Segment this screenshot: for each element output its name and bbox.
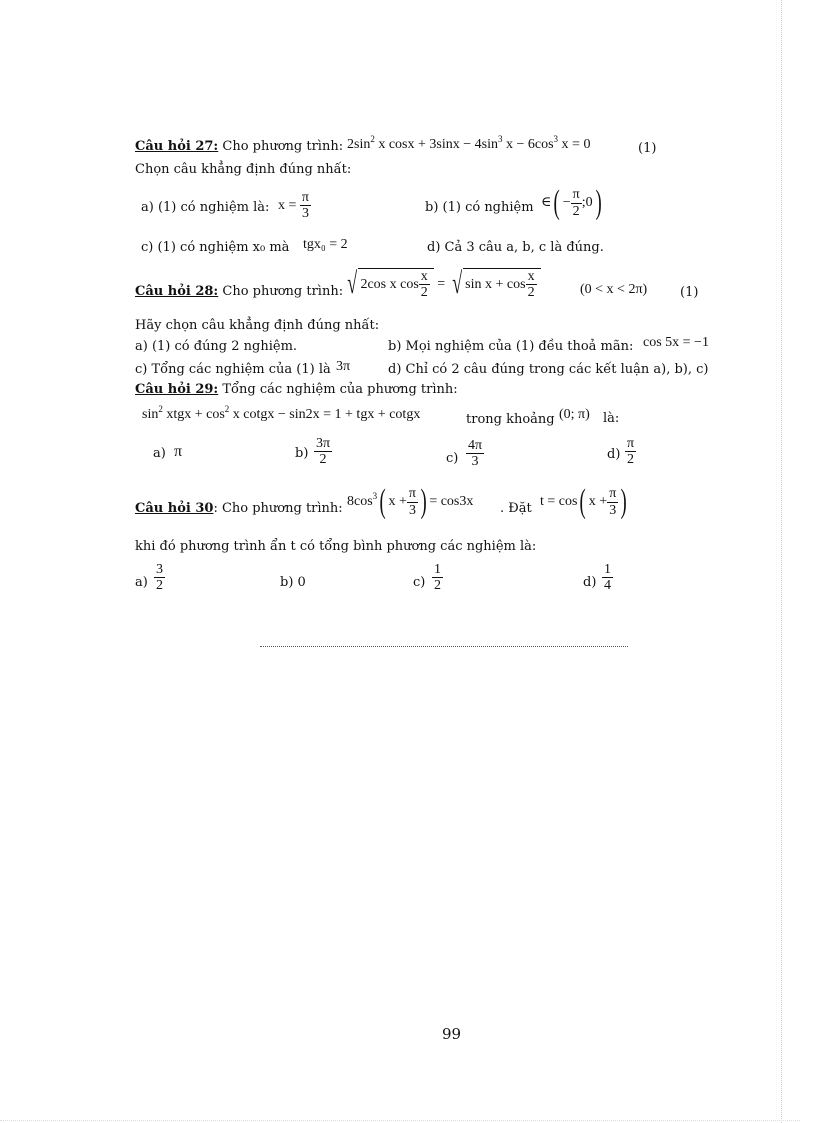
q30-line bbox=[135, 502, 343, 515]
q30-equation: $8\cos^3$( x + $\frac{\pi}{3}$ ) = cos3x bbox=[347, 483, 474, 520]
q28-option-c-expr: 3π bbox=[336, 359, 351, 374]
section-divider bbox=[260, 646, 628, 647]
q29-line bbox=[135, 383, 458, 396]
q28-option-a: a) (1) có đúng 2 nghiệm. bbox=[135, 339, 298, 354]
q27-tag: (1) bbox=[638, 141, 657, 156]
q28-option-c: c) Tổng các nghiệm của (1) là bbox=[135, 362, 331, 377]
q29-option-b: b) bbox=[295, 446, 309, 461]
q27-option-d: d) Cả 3 câu a, b, c là đúng. bbox=[427, 240, 604, 255]
q29-range-text: trong khoảng bbox=[466, 412, 555, 427]
q27-intro: Cho phương trình: bbox=[222, 139, 344, 154]
q29-option-b-frac: $\frac{3\pi}{2}$ bbox=[316, 436, 331, 468]
q29-equation: $\sin^2$ xtgx + $\cos^2 x$ cotgx − sin2x = 1 + tgx + cotgx bbox=[142, 404, 421, 422]
q27-option-a-expr: x = $\frac{\pi}{3}$ bbox=[278, 190, 309, 222]
q30-option-c: c) bbox=[413, 575, 426, 590]
q29-option-a: a) bbox=[153, 446, 166, 461]
q28-option-d: d) Chỉ có 2 câu đúng trong các kết luận a), b), c) bbox=[388, 362, 709, 377]
q29-option-a-val: π bbox=[174, 443, 183, 460]
q30-prompt: khi đó phương trình ẩn t có tổng bình phương các nghiệm là: bbox=[135, 539, 537, 554]
q30-intro: : Cho phương trình: bbox=[213, 501, 343, 516]
q27-option-a: a) (1) có nghiệm là: bbox=[141, 200, 270, 215]
q28-equation: √ 2cos x cos $\frac{x}{2}$ = √ sin x + cos $\frac{x}{2}$ bbox=[344, 268, 541, 301]
q29-intro: Tổng các nghiệm của phương trình: bbox=[222, 382, 458, 397]
q28-option-b-expr: cos 5x = −1 bbox=[643, 335, 709, 350]
q29-range: (0; π) bbox=[559, 407, 590, 422]
q27-option-c-expr: tgx₀ = 2 bbox=[303, 237, 348, 252]
q28-line bbox=[135, 285, 343, 298]
q29-tail: là: bbox=[603, 411, 620, 426]
q29-option-c-frac: $\frac{4\pi}{3}$ bbox=[468, 438, 483, 470]
q30-set: . Đặt bbox=[500, 501, 532, 516]
q28-prompt: Hãy chọn câu khẳng định đúng nhất: bbox=[135, 318, 380, 333]
q27-line bbox=[135, 140, 343, 153]
q29-option-d-frac: $\frac{\pi}{2}$ bbox=[627, 436, 635, 468]
q29-option-d: d) bbox=[607, 447, 621, 462]
q30-substitution: t = cos( x + $\frac{\pi}{3}$ ) bbox=[540, 483, 628, 520]
q29-option-c: c) bbox=[446, 451, 459, 466]
q28-label: Câu hỏi 28: bbox=[135, 284, 219, 299]
q28-option-b: b) Mọi nghiệm của (1) đều thoả mãn: bbox=[388, 339, 634, 354]
q30-option-d-frac: $\frac{1}{4}$ bbox=[604, 562, 611, 594]
q30-option-a: a) bbox=[135, 575, 148, 590]
q28-intro: Cho phương trình: bbox=[222, 284, 344, 299]
q27-option-c: c) (1) có nghiệm x₀ mà bbox=[141, 240, 290, 255]
q30-label: Câu hỏi 30 bbox=[135, 501, 214, 516]
q27-label: Câu hỏi 27: bbox=[135, 139, 219, 154]
q28-tag: (1) bbox=[680, 285, 699, 300]
page-edge bbox=[781, 0, 806, 1123]
q29-label: Câu hỏi 29: bbox=[135, 382, 219, 397]
q30-option-c-frac: $\frac{1}{2}$ bbox=[434, 562, 441, 594]
page-bottom-edge bbox=[0, 1120, 800, 1121]
q27-option-b-expr: ∈( − $\frac{\pi}{2}$ ;0) bbox=[541, 184, 602, 221]
q27-prompt: Chọn câu khẳng định đúng nhất: bbox=[135, 162, 352, 177]
q27-equation: $2\sin^2$ x $\cos x + 3\sin x - 4\sin^3$ $x - 6\cos^3$ x = 0 bbox=[347, 134, 591, 152]
q30-option-b: b) 0 bbox=[280, 575, 306, 590]
page-number: 99 bbox=[442, 1025, 462, 1043]
q28-condition: (0 < x < 2π) bbox=[580, 282, 648, 297]
q27-option-b: b) (1) có nghiệm bbox=[425, 200, 534, 215]
q30-option-a-frac: $\frac{3}{2}$ bbox=[156, 562, 163, 594]
q30-option-d: d) bbox=[583, 575, 597, 590]
